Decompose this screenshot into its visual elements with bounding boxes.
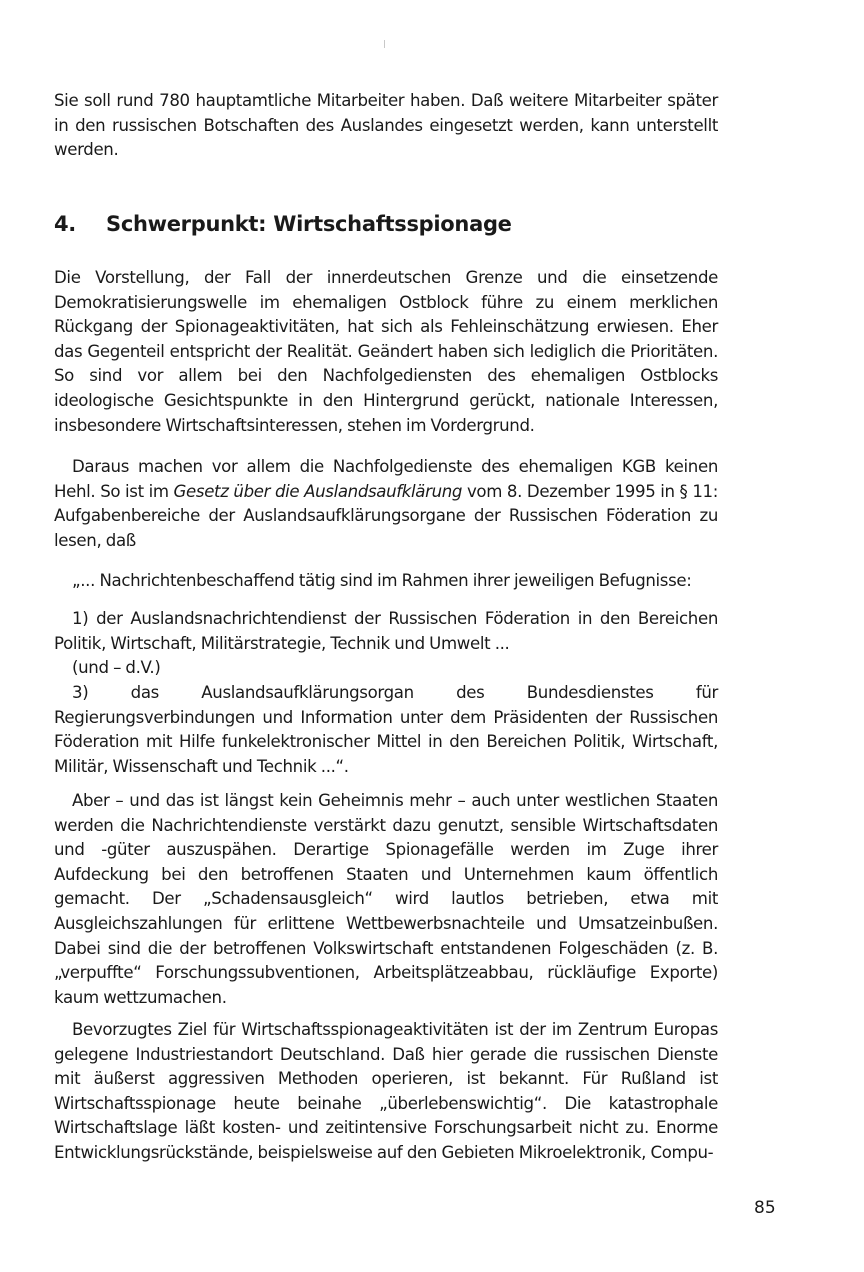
paragraph-1: Die Vorstellung, der Fall der innerdeutschen Grenze und die einsetzende Demokratisierungswelle im ehemaligen Ostblock führe zu einem merklichen Rückgang der Spionageaktivitäten, hat sich als Fehleinschätzung erwiesen. Eher das Gegenteil entspricht der Realität. Geändert haben sich lediglich die Prioritäten. So sind vor allem bei den Nachfolgediensten des ehemaligen Ostblocks ideologische Gesichtspunkte in den Hintergrund gerückt, nationale Interessen, insbesondere Wirtschaftsinteressen, stehen im Vordergrund. <box>54 268 718 435</box>
print-mark <box>384 40 385 48</box>
section-heading <box>54 212 512 236</box>
quote-intro: „... Nachrichtenbeschaffend tätig sind im Rahmen ihrer jeweiligen Befugnisse: <box>72 571 692 590</box>
intro-paragraph: Sie soll rund 780 hauptamtliche Mitarbeiter haben. Daß weitere Mitarbeiter später in den russischen Botschaften des Auslandes eingesetzt werden, kann unterstellt werden. <box>54 91 718 160</box>
section-title: Schwerpunkt: Wirtschaftsspionage <box>106 212 512 236</box>
law-title: Gesetz über die Auslandsaufklärung <box>173 481 463 501</box>
paragraph-2-text-a: Daraus machen vor allem die Nachfolgedienste des ehemaligen KGB keinen Hehl. So ist im <box>54 457 718 501</box>
paragraph-4: Bevorzugtes Ziel für Wirtschaftsspionageaktivitäten ist der im Zentrum Europas gelegene Industriestandort Deutschland. Daß hier gerade die russischen Dienste mit äußerst aggressiven Methoden operieren, ist bekannt. Für Rußland ist Wirtschaftsspionage heute beinahe „überlebenswichtig“. Die katastrophale Wirtschaftslage läßt kosten- und zeitintensive Forschungsarbeit nicht zu. Enorme Entwicklungsrückstände, beispielsweise auf den Gebieten Mikroelektronik, Compu- <box>54 1020 718 1162</box>
page-number: 85 <box>754 1198 776 1218</box>
paragraph-2-text-b: vom 8. Dezember 1995 in § 11: Aufgabenbereiche der Auslandsaufklärungsorgane der Russischen Föderation zu lesen, daß <box>54 481 718 550</box>
section-number: 4. <box>54 212 76 236</box>
paragraph-3: Aber – und das ist längst kein Geheimnis mehr – auch unter westlichen Staaten werden die Nachrichtendienste verstärkt dazu genutzt, sensible Wirtschaftsdaten und -güter auszuspähen. Derartige Spionagefälle werden im Zuge ihrer Aufdeckung bei den betroffenen Staaten und Unternehmen kaum öffentlich gemacht. Der „Schadensausgleich“ wird lautlos betrieben, etwa mit Ausgleichszahlungen für erlittene Wettbewerbsnachteile und Umsatzeinbußen. Dabei sind die der betroffenen Volkswirtschaft entstandenen Folgeschäden (z. B. „verpuffte“ Forschungssubventionen, Arbeitsplätzeabbau, rückläufige Exporte) kaum wettzumachen. <box>54 791 718 1007</box>
quote-omission: (und – d.V.) <box>72 658 161 677</box>
quote-item-3: 3) das Auslandsaufklärungsorgan des Bundesdienstes für Regierungsverbindungen und Information unter dem Präsidenten der Russischen Föderation mit Hilfe funkelektronischer Mittel in den Bereichen Politik, Wirtschaft, Militär, Wissenschaft und Technik ...“. <box>54 683 718 776</box>
quote-item-1: 1) der Auslandsnachrichtendienst der Russischen Föderation in den Bereichen Politik, Wirtschaft, Militärstrategie, Technik und Umwelt ... <box>54 609 718 653</box>
paragraph-2 <box>54 455 718 553</box>
